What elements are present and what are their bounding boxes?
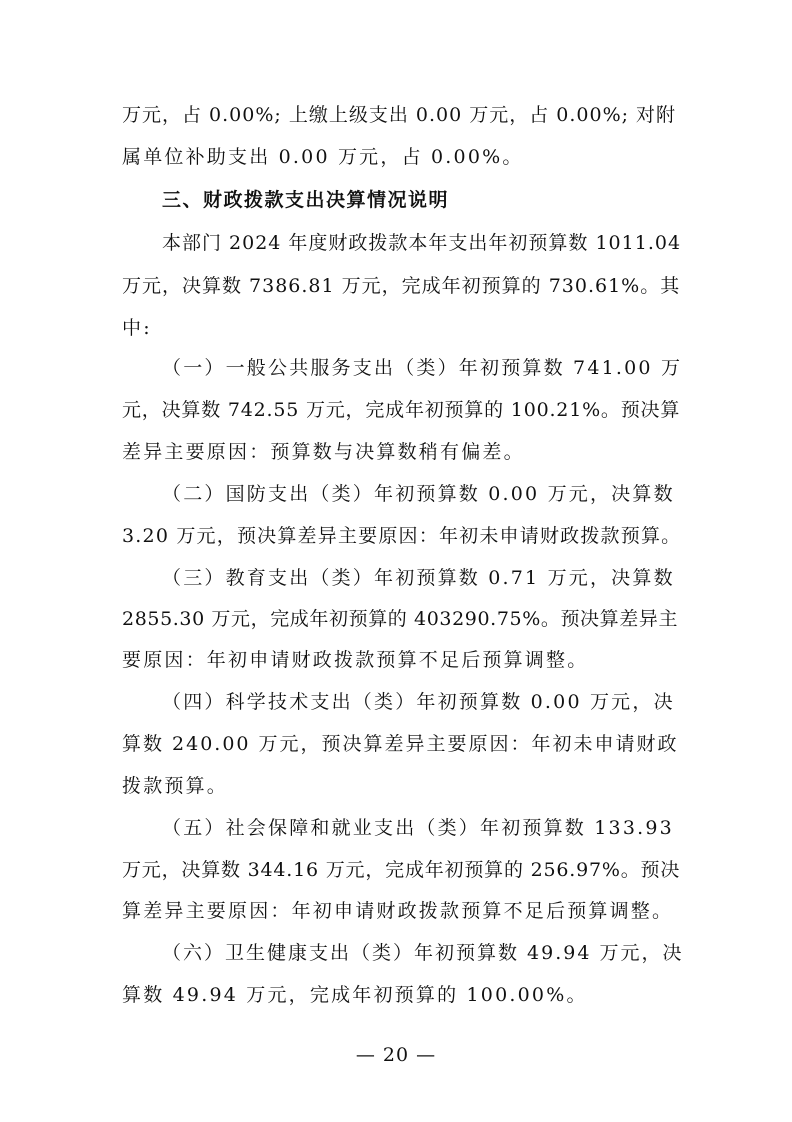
text-line: （二）国防支出（类）年初预算数 0.00 万元，决算数 bbox=[162, 483, 675, 505]
page-number: — 20 — bbox=[355, 1044, 437, 1066]
text-line: 万元，决算数 7386.81 万元，完成年初预算的 730.61%。其 bbox=[122, 275, 681, 297]
text-line: 算差异主要原因：年初申请财政拨款预算不足后预算调整。 bbox=[122, 900, 674, 922]
text-line: 属单位补助支出 0.00 万元，占 0.00%。 bbox=[122, 146, 524, 168]
text-line: 元，决算数 742.55 万元，完成年初预算的 100.21%。预决算 bbox=[122, 399, 681, 421]
text-line: 拨款预算。 bbox=[122, 775, 229, 797]
text-line: 差异主要原因：预算数与决算数稍有偏差。 bbox=[122, 441, 525, 463]
section-heading: 三、财政拨款支出决算情况说明 bbox=[162, 189, 450, 211]
text-line: 3.20 万元，预决算差异主要原因：年初未申请财政拨款预算。 bbox=[122, 525, 682, 547]
text-line: （三）教育支出（类）年初预算数 0.71 万元，决算数 bbox=[162, 567, 675, 589]
text-line: （四）科学技术支出（类）年初预算数 0.00 万元，决 bbox=[162, 691, 675, 713]
text-line: 中: bbox=[122, 317, 152, 339]
text-line: （一）一般公共服务支出（类）年初预算数 741.00 万 bbox=[162, 357, 683, 379]
text-line: 万元，占 0.00%; 上缴上级支出 0.00 万元，占 0.00%; 对附 bbox=[122, 104, 677, 126]
text-line: 万元，决算数 344.16 万元，完成年初预算的 256.97%。预决 bbox=[122, 859, 681, 881]
text-line: 算数 240.00 万元，预决算差异主要原因：年初未申请财政 bbox=[122, 733, 679, 755]
text-line: （五）社会保障和就业支出（类）年初预算数 133.93 bbox=[162, 817, 674, 839]
text-line: 算数 49.94 万元，完成年初预算的 100.00%。 bbox=[122, 984, 588, 1006]
text-line: （六）卫生健康支出（类）年初预算数 49.94 万元，决 bbox=[162, 942, 684, 964]
text-line: 本部门 2024 年度财政拨款本年支出年初预算数 1011.04 bbox=[162, 232, 682, 254]
text-line: 要原因：年初申请财政拨款预算不足后预算调整。 bbox=[122, 649, 589, 671]
text-line: 2855.30 万元，完成年初预算的 403290.75%。预决算差异主 bbox=[122, 608, 679, 630]
